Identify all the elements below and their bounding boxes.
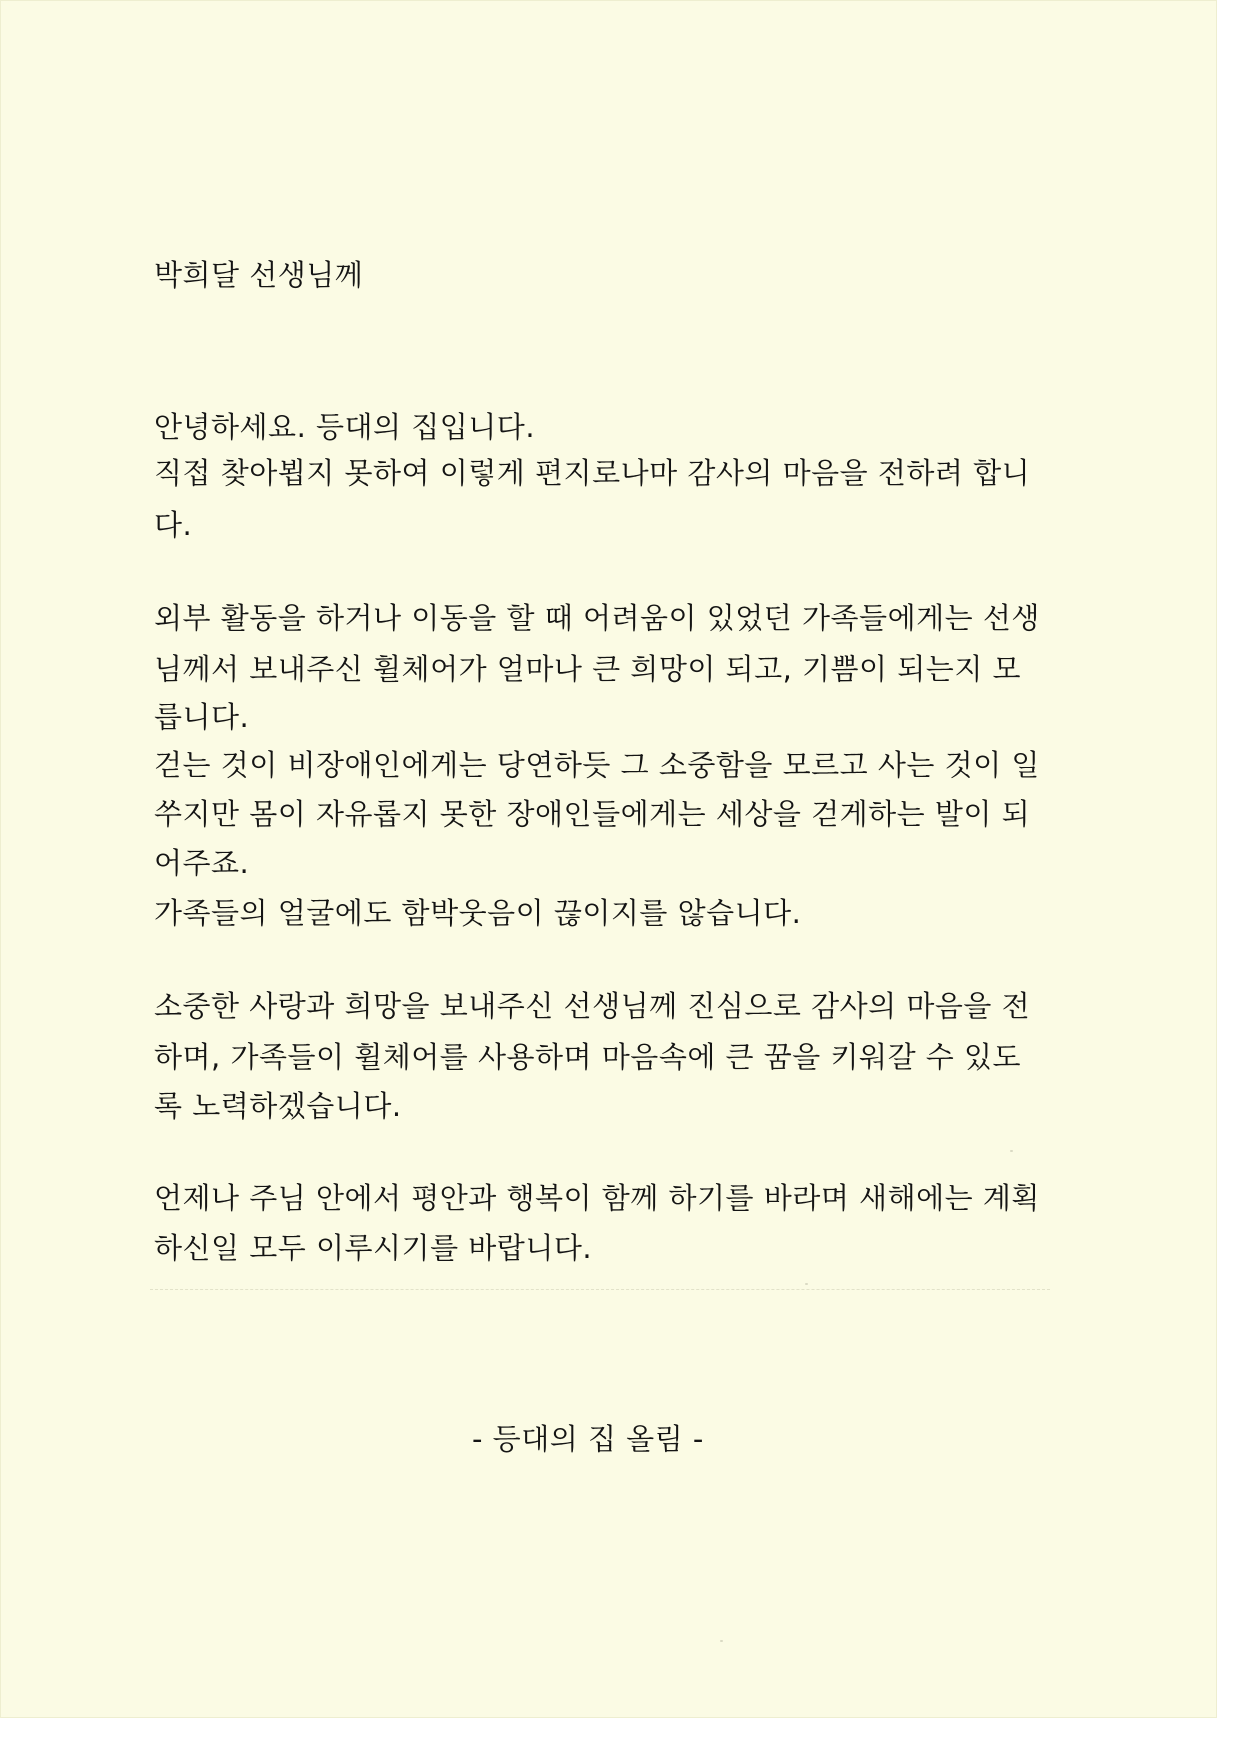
paper-speck bbox=[1010, 1150, 1013, 1152]
letter-line: 다. bbox=[154, 508, 193, 542]
letter-line: 외부 활동을 하거나 이동을 할 때 어려움이 있었던 가족들에게는 선생 bbox=[154, 601, 1040, 635]
paper-speck bbox=[720, 1640, 723, 1642]
letter-line: 가족들의 얼굴에도 함박웃음이 끊이지를 않습니다. bbox=[154, 896, 802, 930]
letter-line: 언제나 주님 안에서 평안과 행복이 함께 하기를 바라며 새해에는 계획 bbox=[154, 1181, 1040, 1215]
letter-line: 하신일 모두 이루시기를 바랍니다. bbox=[154, 1231, 593, 1265]
letter-line: 직접 찾아뵙지 못하여 이렇게 편지로나마 감사의 마음을 전하려 합니 bbox=[154, 456, 1031, 490]
letter-line: 걷는 것이 비장애인에게는 당연하듯 그 소중함을 모르고 사는 것이 일 bbox=[154, 748, 1040, 782]
letter-line: 님께서 보내주신 휠체어가 얼마나 큰 희망이 되고, 기쁨이 되는지 모 bbox=[154, 652, 1022, 686]
letter-line: 하며, 가족들이 휠체어를 사용하며 마음속에 큰 꿈을 키워갈 수 있도 bbox=[154, 1040, 1022, 1074]
fold-crease bbox=[150, 1289, 1050, 1290]
letter-line: 안녕하세요. 등대의 집입니다. bbox=[154, 410, 536, 444]
paper-speck bbox=[805, 1283, 808, 1285]
letter-line: 록 노력하겠습니다. bbox=[154, 1089, 402, 1123]
salutation: 박희달 선생님께 bbox=[154, 258, 364, 292]
letter-line: 릅니다. bbox=[154, 700, 250, 734]
letter-line: 쑤지만 몸이 자유롭지 못한 장애인들에게는 세상을 걷게하는 발이 되 bbox=[154, 797, 1031, 831]
letter-line: 소중한 사랑과 희망을 보내주신 선생님께 진심으로 감사의 마음을 전 bbox=[154, 989, 1031, 1023]
signature: - 등대의 집 올림 - bbox=[472, 1422, 704, 1456]
letter-line: 어주죠. bbox=[154, 846, 250, 880]
